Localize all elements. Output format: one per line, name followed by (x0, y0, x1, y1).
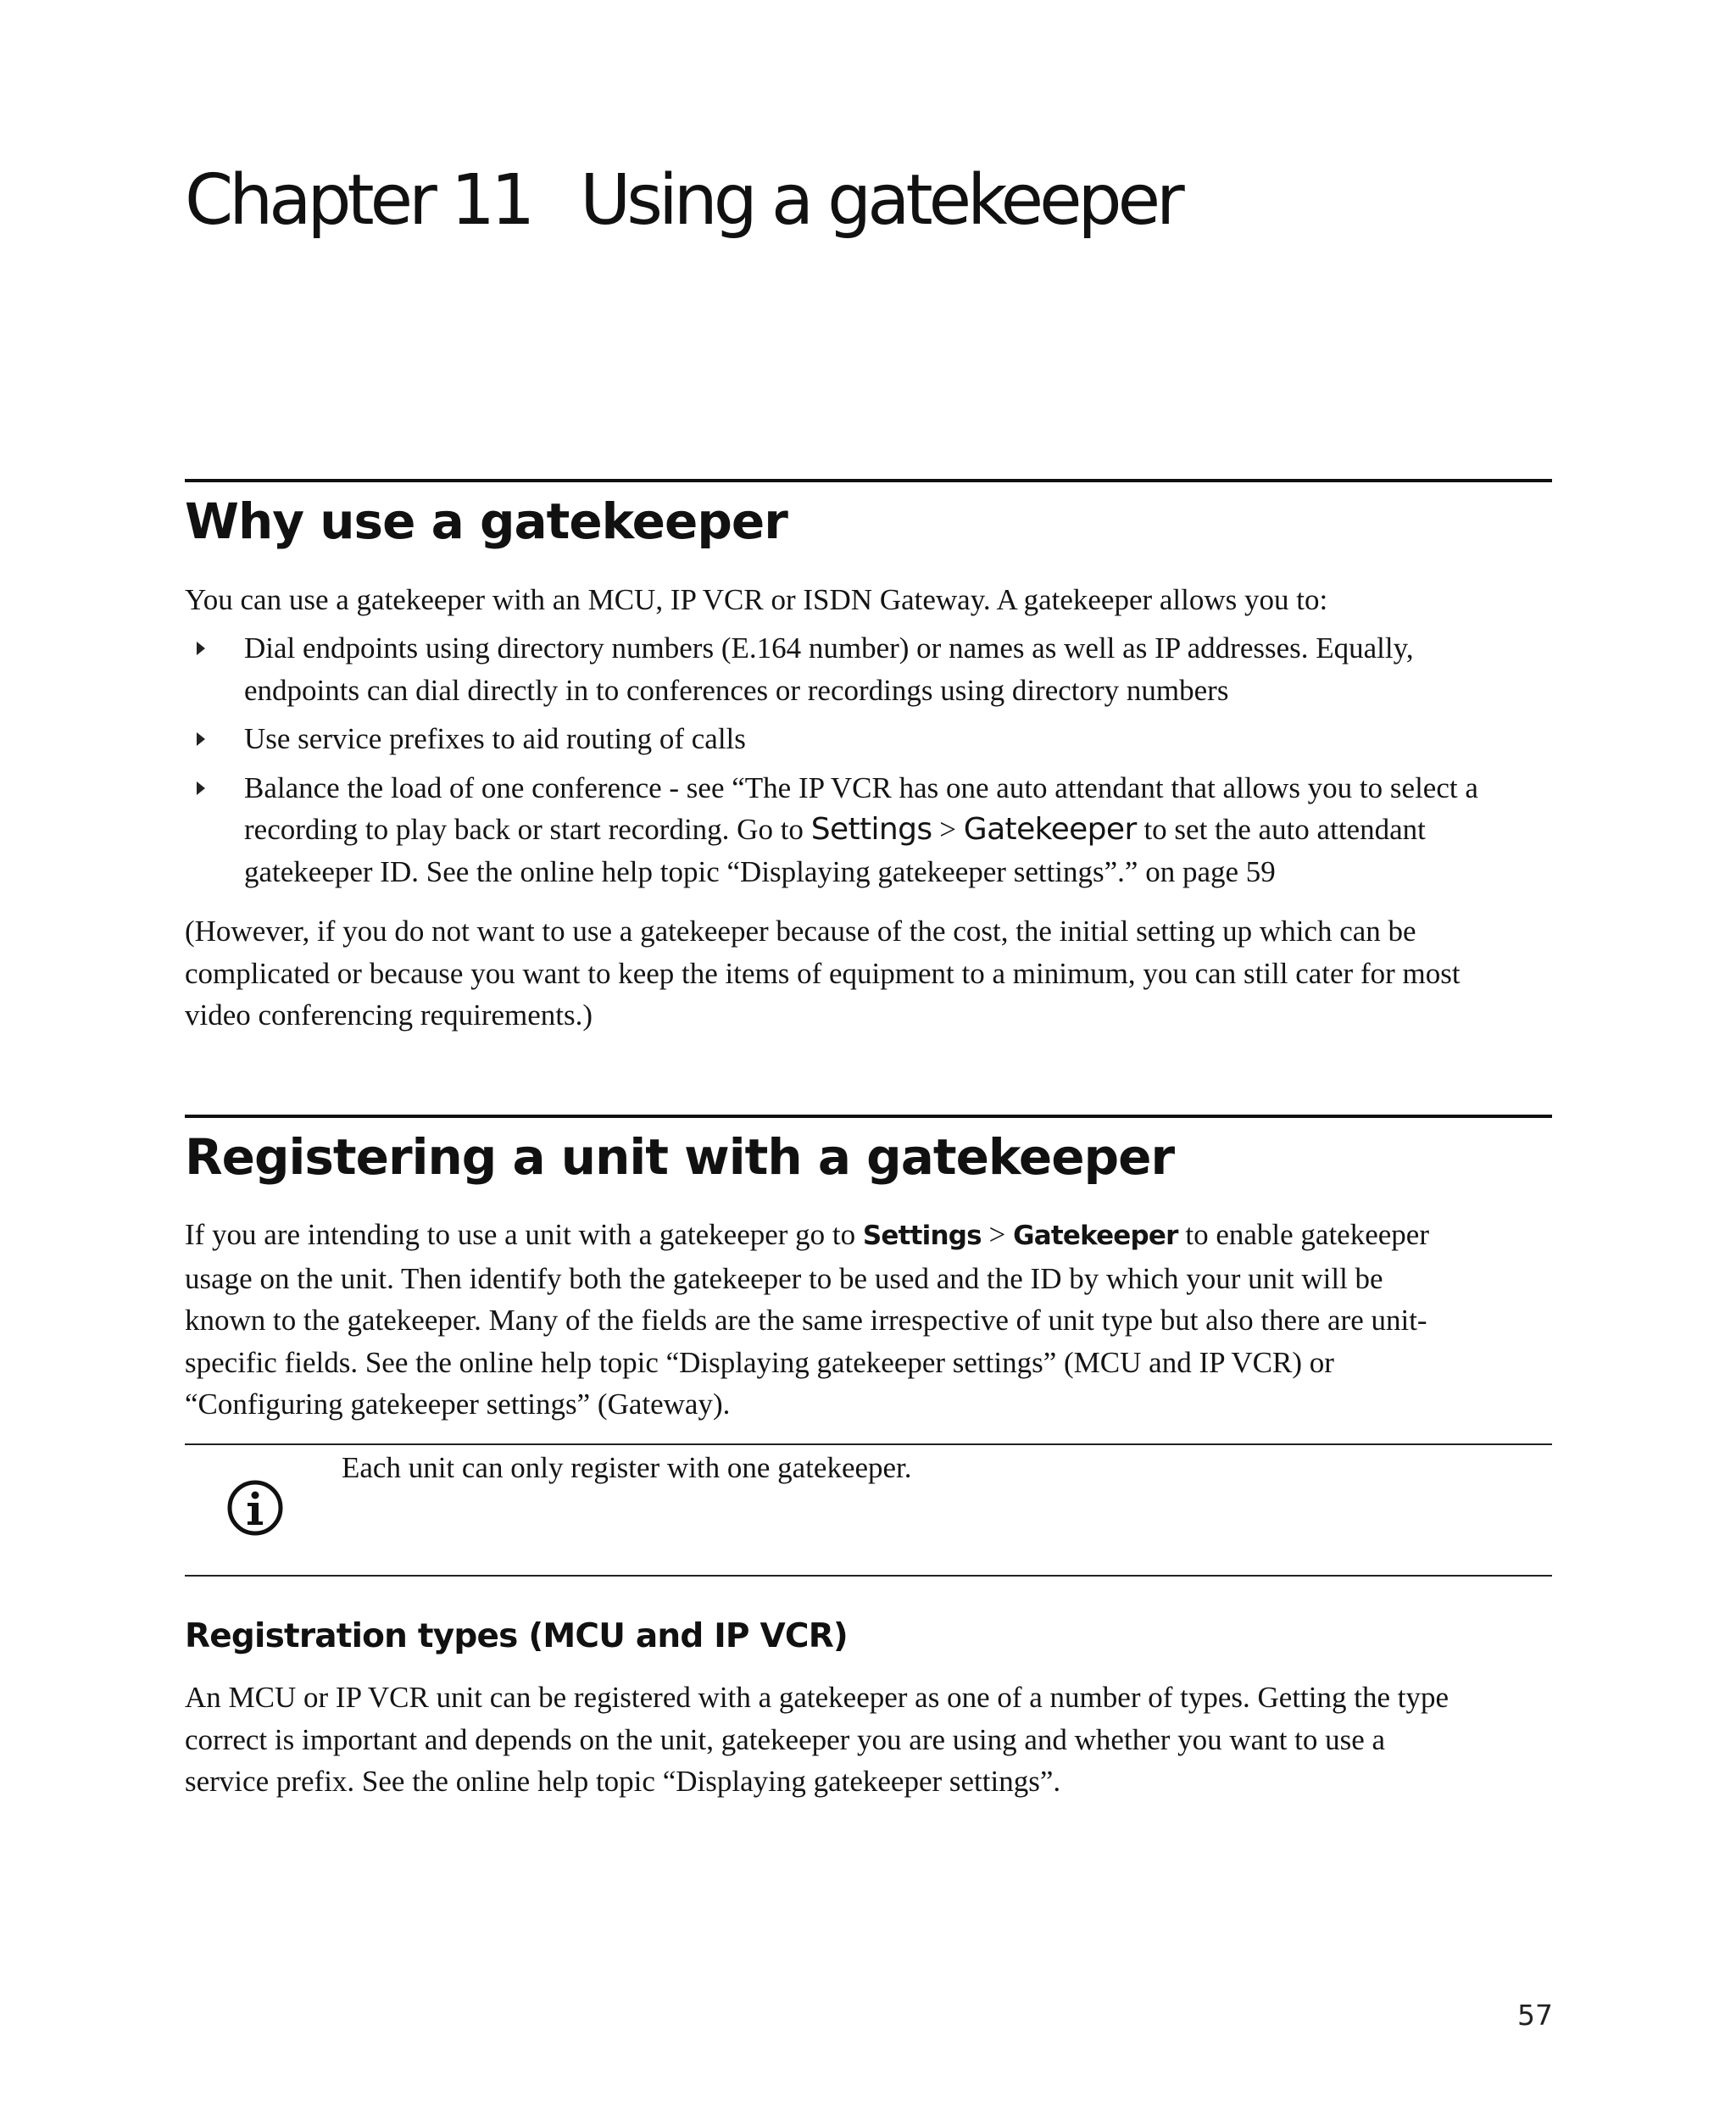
text-line: Use service prefixes to aid routing of calls (244, 722, 746, 755)
section-rule (185, 479, 1552, 482)
text-line: correct is important and depends on the unit, gatekeeper you are using and whether you want to use a (185, 1722, 1386, 1756)
info-icon (225, 1478, 285, 1538)
text-line: usage on the unit. Then identify both the gatekeeper to be used and the ID by which your unit will be (185, 1261, 1383, 1295)
list-item (185, 718, 1552, 760)
menu-path-separator: > (932, 813, 964, 846)
text-line: complicated or because you want to keep the items of equipment to a minimum, you can still cater for most (185, 956, 1461, 990)
text-span: to enable gatekeeper (1177, 1218, 1429, 1251)
text-line: (However, if you do not want to use a gatekeeper because of the cost, the initial setting up which can be (185, 915, 1416, 948)
text-line (185, 1214, 1552, 1258)
text-line: known to the gatekeeper. Many of the fields are the same irrespective of unit type but also there are unit- (185, 1304, 1427, 1337)
section-title-why-use: Why use a gatekeeper (185, 492, 787, 550)
note-text: Each unit can only register with one gatekeeper. (342, 1451, 912, 1484)
bullet-arrow-icon (197, 781, 205, 795)
section-title-registering: Registering a unit with a gatekeeper (185, 1128, 1175, 1186)
closing-paragraph (185, 910, 1552, 1037)
text-line: You can use a gatekeeper with an MCU, IP VCR or ISDN Gateway. A gatekeeper allows you to: (185, 583, 1328, 616)
text-line: Dial endpoints using directory numbers (E.164 number) or names as well as IP addresses. Equally, (244, 631, 1414, 665)
menu-path-gatekeeper: Gatekeeper (1013, 1221, 1178, 1251)
intro-paragraph (185, 579, 1552, 621)
list-item (185, 627, 1552, 711)
menu-path-settings: Settings (810, 812, 932, 847)
menu-path-gatekeeper: Gatekeeper (963, 812, 1137, 847)
cross-reference-link[interactable]: gatekeeper ID. See the online help topic “Displaying gatekeeper settings”.” on page 59 (244, 854, 1276, 888)
text-line: endpoints can dial directly in to conferences or recordings using directory numbers (244, 673, 1229, 707)
chapter-title: Using a gatekeeper (580, 160, 1181, 241)
text-line: “Configuring gatekeeper settings” (Gateway). (185, 1388, 731, 1421)
bullet-arrow-icon (197, 642, 205, 655)
text-line: video conferencing requirements.) (185, 998, 593, 1032)
benefits-list (185, 627, 1552, 893)
text-span: If you are intending to use a unit with a gatekeeper go to (185, 1218, 863, 1251)
text-line: specific fields. See the online help topic “Displaying gatekeeper settings” (MCU and IP VCR) or (185, 1345, 1334, 1379)
list-item (185, 767, 1552, 893)
text-line: Balance the load of one conference - see “The IP VCR has one auto attendant that allows you to select a (244, 770, 1478, 804)
registration-types-paragraph (185, 1677, 1552, 1803)
note-rule-top (185, 1443, 1552, 1445)
menu-path-settings: Settings (862, 1221, 982, 1251)
chapter-label: Chapter 11 (185, 160, 531, 241)
text-line: An MCU or IP VCR unit can be registered with a gatekeeper as one of a number of types. Getting the type (185, 1681, 1449, 1714)
text-span: recording to play back or start recording. Go to (244, 813, 811, 846)
subsection-title-registration-types: Registration types (MCU and IP VCR) (185, 1617, 848, 1655)
bullet-arrow-icon (197, 732, 205, 746)
page-number: 57 (1517, 1999, 1553, 2032)
text-span: to set the auto attendant (1136, 813, 1426, 846)
note-rule-bottom (185, 1575, 1552, 1577)
chapter-heading (185, 160, 1181, 241)
menu-path-separator: > (981, 1218, 1014, 1251)
text-line: service prefix. See the online help topic “Displaying gatekeeper settings”. (185, 1765, 1061, 1798)
registering-paragraph (185, 1214, 1552, 1426)
section-rule (185, 1115, 1552, 1118)
text-line (244, 809, 1552, 851)
